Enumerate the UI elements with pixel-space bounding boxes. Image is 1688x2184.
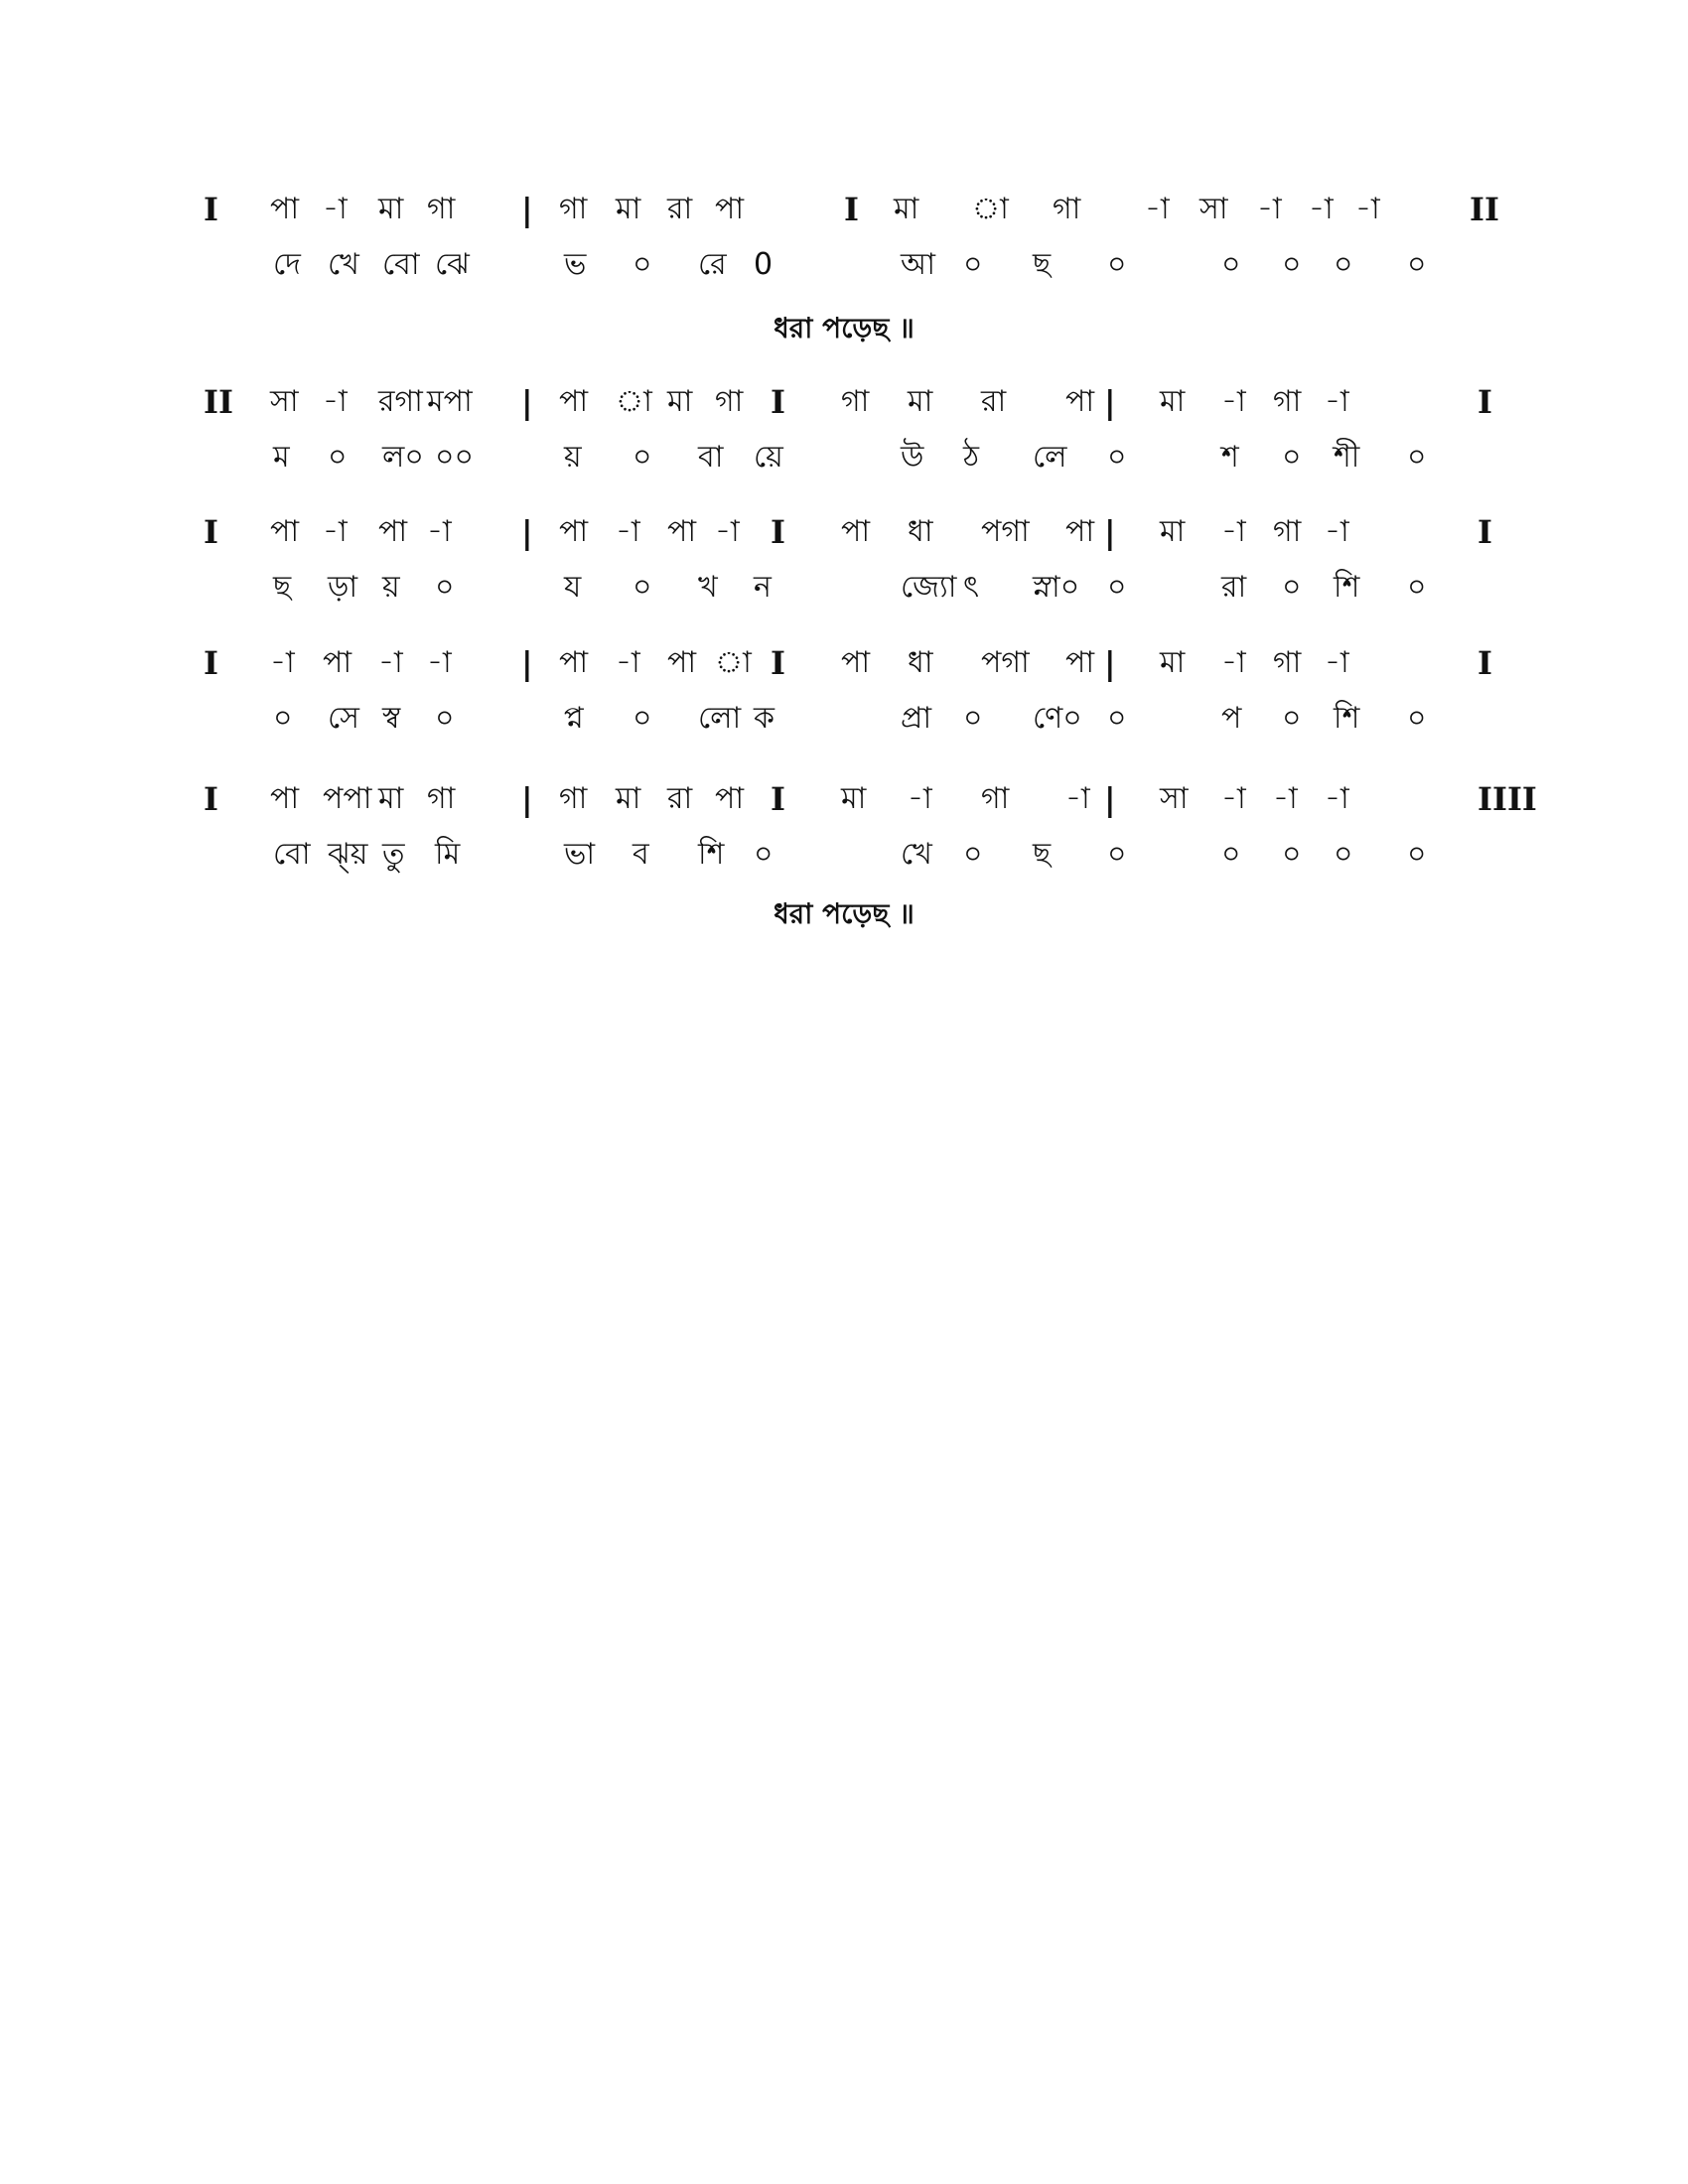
note: -া [270,645,295,680]
bar-line: I [771,644,785,682]
note: পা [715,192,745,226]
lyric-syllable: স্ব [382,701,401,736]
lyric-syllable: ণে০ [1033,701,1082,736]
note: -া [908,781,932,816]
note: মপা [427,384,473,419]
note: -া [427,645,452,680]
lyric-syllable: প্রা [901,701,932,736]
lyric-syllable: ভা [564,837,596,872]
lyric-syllable: ছ [273,570,292,605]
lyric-syllable: ০ [328,440,348,475]
lyric-syllable: রা [1221,570,1247,605]
lyric-syllable: ০ [1334,837,1353,872]
lyric-syllable: ০ [1107,570,1127,605]
note: -া [1065,781,1090,816]
lyric-syllable: ০ [1107,247,1127,282]
lyric-syllable: ০ [963,837,983,872]
refrain-1: ধরা পড়েছ ॥ [774,312,914,344]
lyric-syllable: শি [1334,570,1360,605]
note: -া [323,192,348,226]
note: -া [1325,384,1349,419]
lyric-syllable: ঠ [963,440,980,475]
notes-row [0,182,1688,237]
lyrics-row [0,827,1688,883]
lyric-syllable: ০ [1221,247,1241,282]
lyrics-row [0,237,1688,293]
note: -া [427,514,452,549]
note: -া [1221,781,1246,816]
note: পা [667,514,697,549]
bar-line: | [521,191,533,228]
lyric-syllable: ন [754,570,772,605]
bar-line: | [521,644,533,682]
note: গা [559,192,588,226]
bar-line: I [844,191,859,228]
lyric-syllable: প [1221,701,1242,736]
note: পা [559,384,589,419]
note: -া [1221,514,1246,549]
note: পা [323,645,352,680]
note: গা [559,781,588,816]
note: পা [1065,384,1095,419]
lyric-syllable: আ [901,247,935,282]
note: -া [715,514,740,549]
note: পা [378,514,408,549]
lyric-syllable: ছ [1033,837,1052,872]
note: গা [427,781,456,816]
lyric-syllable: ০ [435,570,455,605]
note: পগা [981,645,1030,680]
note: গা [1273,645,1302,680]
note: পা [270,781,300,816]
lyrics-row [0,560,1688,615]
lyric-syllable: ৎ [963,570,980,605]
bar-line: I [204,191,218,228]
note: গা [427,192,456,226]
lyric-syllable: ০ [1407,440,1427,475]
note: পগা [981,514,1030,549]
lyric-syllable: ঝ্য় [328,837,368,872]
note: া [972,192,1009,226]
lyric-syllable: ০ [1107,701,1127,736]
note: গা [841,384,870,419]
note: রা [667,192,693,226]
lyric-syllable: ছ [1033,247,1052,282]
lyric-syllable: য় [564,440,582,475]
note: পা [1065,514,1095,549]
lyric-syllable: জ্যো [901,570,957,605]
note: -া [1309,192,1334,226]
lyric-syllable: 0 [754,247,774,282]
lyric-syllable: ০ [1282,570,1302,605]
lyric-syllable: ০ [1107,440,1127,475]
note: গা [1273,384,1302,419]
note: মা [667,384,693,419]
note: মা [616,192,641,226]
lyric-syllable: ব [633,837,649,872]
note: গা [715,384,744,419]
note: পা [1065,645,1095,680]
note: সা [1199,192,1228,226]
note: মা [378,781,404,816]
lyric-syllable: ০ [754,837,774,872]
lyric-syllable: সে [328,701,359,736]
lyric-syllable: ০ [633,570,652,605]
note: -া [1221,384,1246,419]
lyric-syllable: খ [698,570,718,605]
bar-line: | [1104,780,1116,818]
note: -া [1325,645,1349,680]
lyric-syllable: ০ [1221,837,1241,872]
lyric-syllable: ম [273,440,290,475]
lyric-syllable: লে [1033,440,1067,475]
note: -া [616,514,640,549]
lyric-syllable: ০ [633,440,652,475]
lyric-syllable: স্না০ [1033,570,1080,605]
note: -া [1325,514,1349,549]
bar-line: II [1470,191,1499,228]
bar-line: I [1477,513,1492,551]
lyric-syllable: ০ [633,247,652,282]
lyric-syllable: ০ [1282,701,1302,736]
note: -া [1221,645,1246,680]
note: গা [1273,514,1302,549]
lyric-syllable: বা [698,440,724,475]
stave-2 [0,374,1688,485]
bar-line: I [771,513,785,551]
note: পা [270,514,300,549]
note: -া [1355,192,1380,226]
lyric-syllable: ০ [1107,837,1127,872]
lyric-syllable: শি [1334,701,1360,736]
note: -া [323,384,348,419]
note: ধা [908,514,933,549]
lyric-syllable: ভ [564,247,587,282]
stave-5 [0,771,1688,883]
notes-row [0,635,1688,691]
note: পা [715,781,745,816]
bar-line: I [1477,644,1492,682]
lyric-syllable: শি [698,837,725,872]
note: মা [1160,514,1186,549]
lyric-syllable: ০ [273,701,293,736]
note: মা [894,192,919,226]
note: পা [667,645,697,680]
lyric-syllable: খে [328,247,359,282]
lyric-syllable: ০ [1407,247,1427,282]
bar-line: I [204,780,218,818]
notes-row [0,504,1688,560]
lyric-syllable: ০ [1282,837,1302,872]
bar-line: I [771,383,785,421]
lyric-syllable: ০ [1407,570,1427,605]
bar-line: | [521,513,533,551]
lyric-syllable: শ [1221,440,1239,475]
note: মা [378,192,404,226]
lyric-syllable: ড়া [328,570,358,605]
lyric-syllable: ০ [963,247,983,282]
note: ধা [908,645,933,680]
note: রগা [378,384,423,419]
note: সা [1160,781,1189,816]
bar-line: | [1104,383,1116,421]
refrain-2: ধরা পড়েছ ॥ [774,897,914,930]
note: -া [1145,192,1170,226]
note: পা [841,645,871,680]
lyric-syllable: ০ [1334,247,1353,282]
note: -া [1325,781,1349,816]
note: পা [559,645,589,680]
lyric-syllable: ক [754,701,774,736]
notes-row [0,771,1688,827]
lyric-syllable: তু [382,837,405,872]
lyric-syllable: ০ [1282,440,1302,475]
note: পা [559,514,589,549]
note: মা [1160,645,1186,680]
lyric-syllable: খে [901,837,932,872]
bar-line: I [204,644,218,682]
lyric-syllable: রে [698,247,727,282]
lyric-syllable: ০০ [435,440,475,475]
note: মা [908,384,933,419]
note: া [616,384,652,419]
note: পা [841,514,871,549]
lyric-syllable: বো [273,837,311,872]
note: মা [1160,384,1186,419]
note: মা [841,781,867,816]
bar-line: I [771,780,785,818]
bar-line: II [204,383,233,421]
lyric-syllable: বো [382,247,420,282]
lyric-syllable: শী [1334,440,1360,475]
lyric-syllable: ০ [1407,701,1427,736]
note: -া [1257,192,1282,226]
lyric-syllable: ০ [963,701,983,736]
lyric-syllable: য়ে [754,440,783,475]
bar-line: | [521,383,533,421]
lyric-syllable: ০ [1282,247,1302,282]
note: গা [981,781,1010,816]
note: মা [616,781,641,816]
lyrics-row [0,430,1688,485]
lyric-syllable: ঝে [435,247,470,282]
lyric-syllable: ০ [435,701,455,736]
stave-3 [0,504,1688,615]
lyric-syllable: ল০ [382,440,424,475]
note: সা [270,384,299,419]
bar-line: I [204,513,218,551]
lyric-syllable: য় [382,570,400,605]
bar-line: | [1104,644,1116,682]
note: রা [981,384,1007,419]
note: -া [1273,781,1298,816]
lyric-syllable: উ [901,440,924,475]
bar-line: | [521,780,533,818]
note: -া [323,514,348,549]
note: পপা [323,781,372,816]
notes-row [0,374,1688,430]
lyric-syllable: মি [435,837,461,872]
note: া [715,645,752,680]
lyric-syllable: য [564,570,582,605]
note: রা [667,781,693,816]
stave-4 [0,635,1688,747]
lyric-syllable: প্ন [564,701,584,736]
bar-line: | [1104,513,1116,551]
lyrics-row [0,691,1688,747]
bar-line: I [1477,383,1492,421]
stave-1 [0,182,1688,293]
lyric-syllable: ০ [633,701,652,736]
note: গা [1053,192,1081,226]
note: -া [378,645,403,680]
bar-line: IIII [1477,780,1537,818]
lyric-syllable: ০ [1407,837,1427,872]
lyric-syllable: দে [273,247,301,282]
note: পা [270,192,300,226]
note: -া [616,645,640,680]
lyric-syllable: লো [698,701,742,736]
